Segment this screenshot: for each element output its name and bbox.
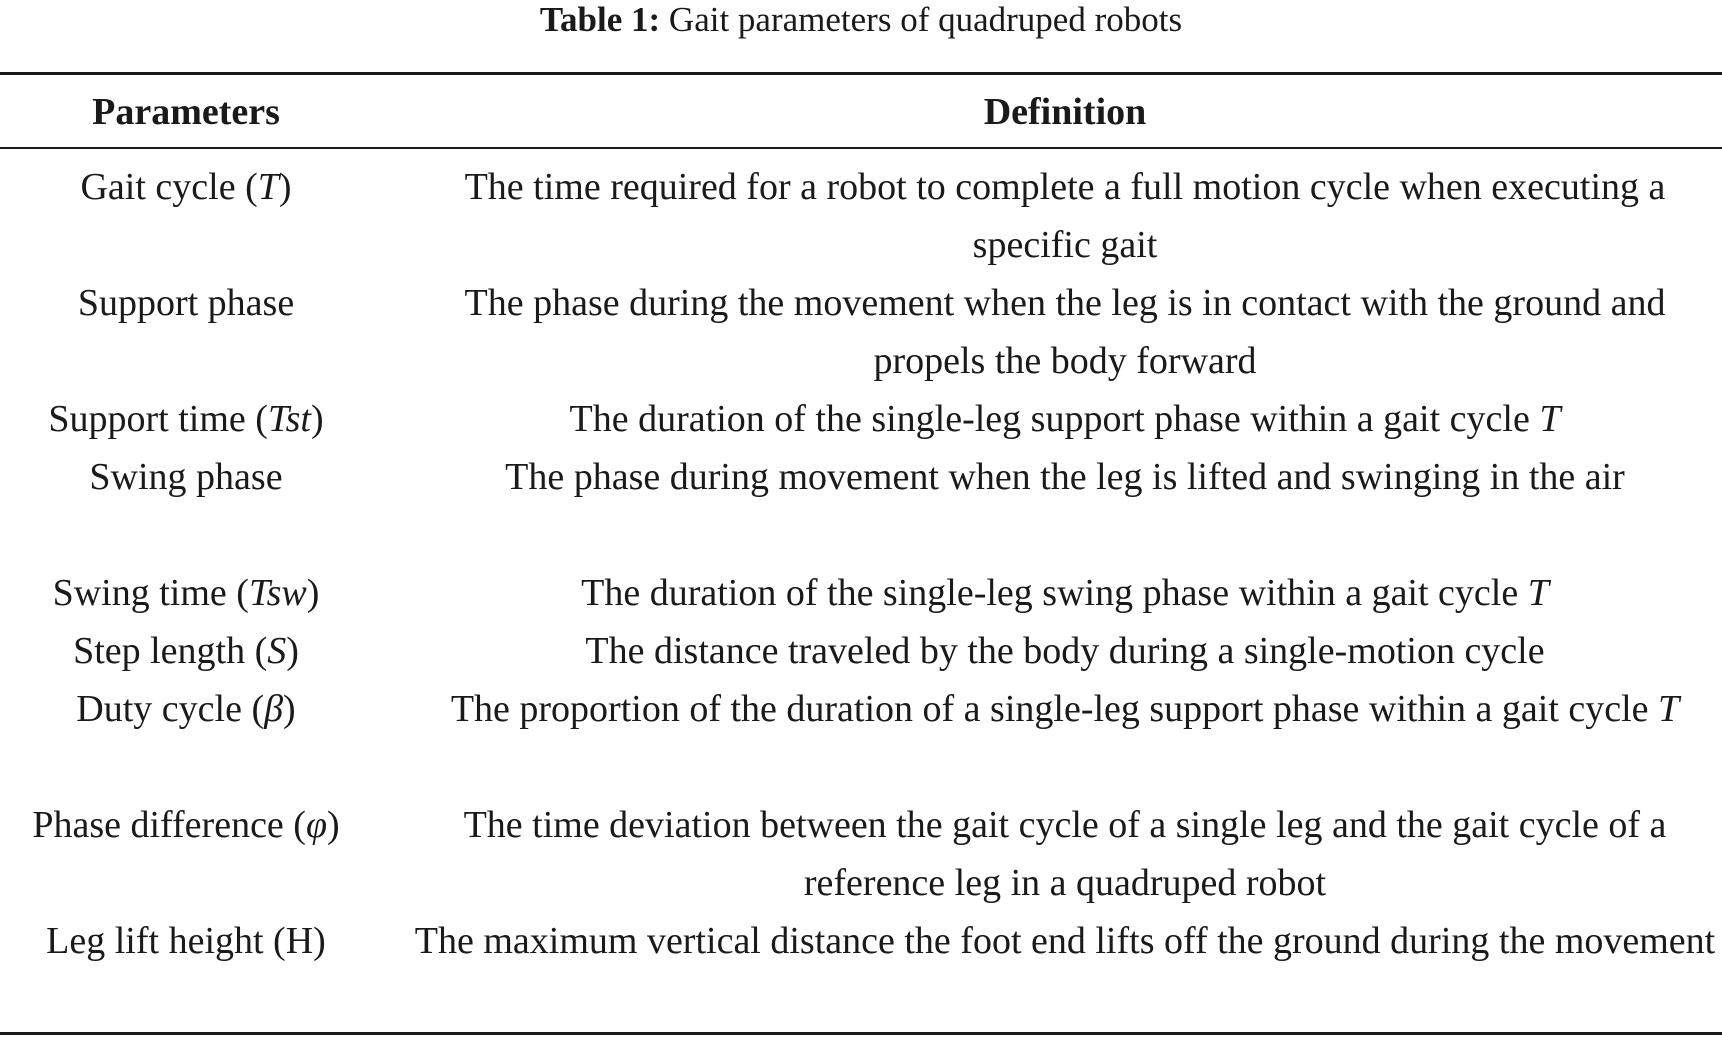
- table-header-row: [0, 84, 1722, 144]
- param-cell: Support time (Tst): [48, 398, 324, 440]
- definition-cell: The duration of the single-leg swing phase within a gait cycle T: [581, 572, 1549, 614]
- table-row: [0, 680, 1722, 796]
- param-cell: Support phase: [77, 282, 295, 324]
- table-body: [0, 158, 1722, 1028]
- caption-label: Table 1:: [539, 0, 661, 39]
- header-parameters: Parameters: [92, 91, 280, 133]
- table-row: [0, 564, 1722, 622]
- definition-cell: The maximum vertical distance the foot end lifts off the ground during the movement: [414, 920, 1716, 962]
- param-cell: Leg lift height (H): [46, 920, 326, 962]
- table-caption: [0, 0, 1722, 44]
- definition-cell: The phase during the movement when the leg is in contact with the ground and propels the body forward: [464, 282, 1666, 382]
- header-rule: [0, 147, 1722, 149]
- definition-cell: The phase during movement when the leg is lifted and swinging in the air: [505, 456, 1625, 498]
- definition-cell: The time required for a robot to complete a full motion cycle when executing a specific gait: [464, 166, 1666, 266]
- param-cell: Duty cycle (β): [76, 688, 296, 730]
- definition-cell: The duration of the single-leg support phase within a gait cycle T: [569, 398, 1561, 440]
- definition-cell: The time deviation between the gait cycle of a single leg and the gait cycle of a reference leg in a quadruped robot: [463, 804, 1667, 904]
- bottom-rule: [0, 1032, 1722, 1035]
- param-cell: Swing phase: [89, 456, 283, 498]
- param-cell: Swing time (Tsw): [52, 572, 320, 614]
- param-cell: Phase difference (φ): [32, 804, 340, 846]
- table-row: [0, 448, 1722, 564]
- table-row: [0, 390, 1722, 448]
- table-row: [0, 796, 1722, 912]
- table-row: [0, 274, 1722, 390]
- definition-cell: The distance traveled by the body during a single-motion cycle: [585, 630, 1545, 672]
- caption-title: Gait parameters of quadruped robots: [668, 0, 1183, 39]
- table-row: [0, 912, 1722, 1028]
- table-row: [0, 158, 1722, 274]
- table-row: [0, 622, 1722, 680]
- param-cell: Gait cycle (T): [80, 166, 292, 208]
- header-definition: Definition: [983, 91, 1147, 133]
- param-cell: Step length (S): [73, 630, 299, 672]
- definition-cell: The proportion of the duration of a single-leg support phase within a gait cycle T: [450, 688, 1680, 730]
- top-rule: [0, 72, 1722, 75]
